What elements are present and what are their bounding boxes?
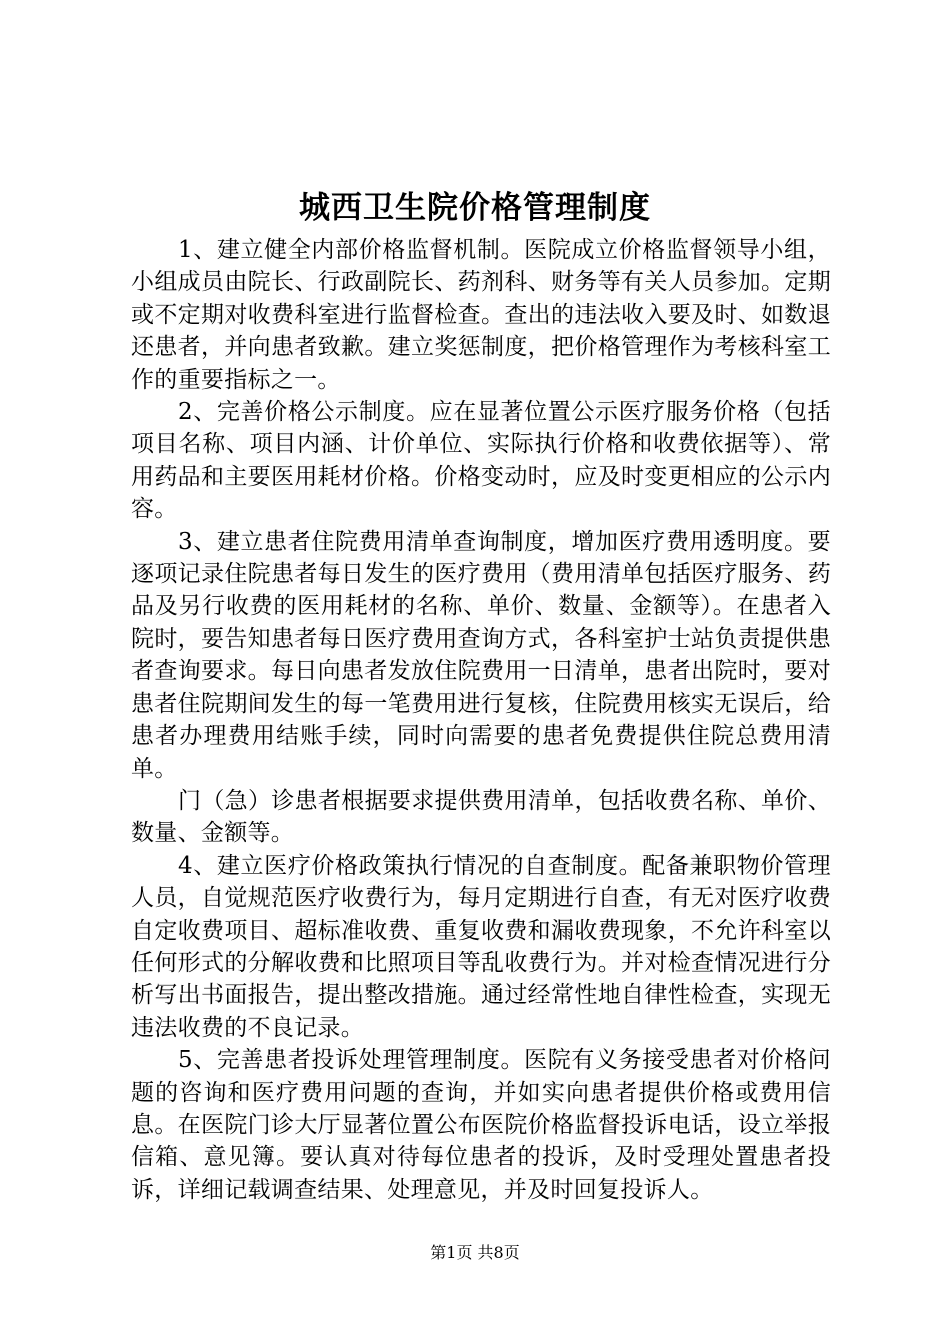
- paragraph-3: 3、建立患者住院费用清单查询制度，增加医疗费用透明度。要逐项记录住院患者每日发生的医疗费用（费用清单包括医疗服务、药品及另行收费的医用耗材的名称、单价、数量、金额等）。在患者入院时，要告知患者每日医疗费用查询方式，各科室护士站负责提供患者查询要求。每日向患者发放住院费用一日清单，患者出院时，要对患者住院期间发生的每一笔费用进行复核，住院费用核实无误后，给患者办理费用结账手续，同时向需要的患者免费提供住院总费用清单。: [131, 528, 831, 782]
- document-title: 城西卫生院价格管理制度: [299, 190, 651, 226]
- paragraph-4: 4、建立医疗价格政策执行情况的自查制度。配备兼职物价管理人员，自觉规范医疗收费行为，每月定期进行自查，有无对医疗收费自定收费项目、超标准收费、重复收费和漏收费现象，不允许科室以任何形式的分解收费和比照项目等乱收费行为。并对检查情况进行分析写出书面报告，提出整改措施。通过经常性地自律性检查，实现无违法收费的不良记录。: [131, 852, 831, 1041]
- paragraph-5: 5、完善患者投诉处理管理制度。医院有义务接受患者对价格问题的咨询和医疗费用问题的查询，并如实向患者提供价格或费用信息。在医院门诊大厅显著位置公布医院价格监督投诉电话，设立举报信箱、意见簿。要认真对待每位患者的投诉，及时受理处置患者投诉，详细记载调查结果、处理意见，并及时回复投诉人。: [131, 1047, 831, 1203]
- page-number-footer: 第1页 共8页: [430, 1243, 520, 1262]
- paragraph-2: 2、完善价格公示制度。应在显著位置公示医疗服务价格（包括项目名称、项目内涵、计价单位、实际执行价格和收费依据等）、常用药品和主要医用耗材价格。价格变动时，应及时变更相应的公示内容。: [131, 399, 831, 523]
- paragraph-outpatient: 门（急）诊患者根据要求提供费用清单，包括收费名称、单价、数量、金额等。: [131, 787, 831, 847]
- paragraph-1: 1、建立健全内部价格监督机制。医院成立价格监督领导小组，小组成员由院长、行政副院长、药剂科、财务等有关人员参加。定期或不定期对收费科室进行监督检查。查出的违法收入要及时、如数退还患者，并向患者致歉。建立奖惩制度，把价格管理作为考核科室工作的重要指标之一。: [131, 237, 831, 393]
- document-body: [131, 234, 831, 1206]
